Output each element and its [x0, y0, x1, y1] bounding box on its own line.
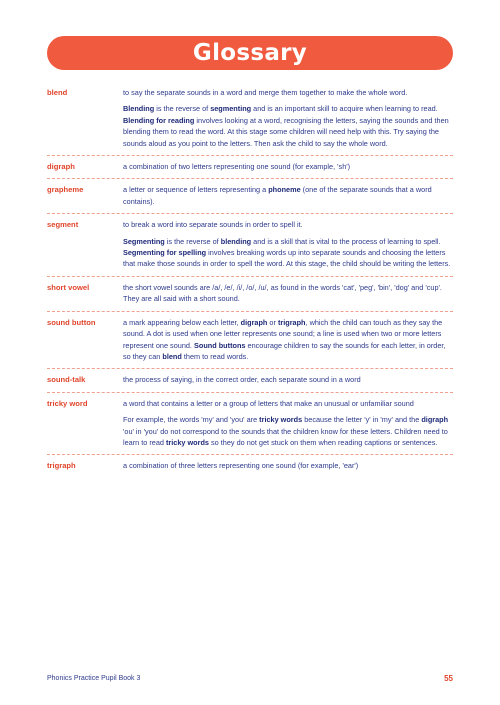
glossary-definition — [123, 460, 453, 471]
definition-text: because the letter 'y' in 'my' and the — [302, 415, 422, 425]
definition-text: (one of the separate sounds that a word contains). — [123, 185, 432, 206]
definition-paragraph — [123, 219, 453, 230]
definition-text: encourage children to say the sounds for each letter, in order, so they can — [123, 340, 446, 361]
glossary-term: grapheme — [47, 185, 84, 195]
glossary-entry — [47, 214, 453, 277]
definition-text: and is a skill that is vital to the process of learning to spell. — [251, 236, 441, 246]
definition-paragraph — [123, 161, 453, 172]
glossary-definition — [123, 317, 453, 363]
definition-paragraph — [123, 398, 453, 409]
definition-text: 'ou' in 'you' do not correspond to the sounds that the children know for these letters. Children need to learn to read — [123, 426, 448, 447]
glossary-entry — [47, 277, 453, 312]
glossary-definition — [123, 398, 453, 449]
bold-term: digraph — [240, 317, 268, 327]
glossary-entry — [47, 369, 453, 392]
definition-text: to break a word into separate sounds in order to spell it. — [123, 220, 303, 230]
glossary-entry — [47, 455, 453, 477]
glossary-definition — [123, 184, 453, 207]
glossary-definition — [123, 219, 453, 270]
glossary-term: trigraph — [47, 461, 76, 471]
definition-text: a word that contains a letter or a group of letters that make an unusual or unfamiliar sound — [123, 398, 414, 408]
glossary-term: digraph — [47, 162, 75, 172]
definition-text: is the reverse of — [154, 104, 211, 114]
glossary-term: sound button — [47, 317, 96, 327]
bold-term: blending — [220, 236, 252, 246]
definition-text: , which the child can touch as they say the sound. A dot is used when one letter represents one sound; a line is used when two or more letters represent one sound. — [123, 317, 443, 350]
definition-text: involves breaking words up into separate sounds and choosing the letters that make those sounds in order to spell the word. At this stage, the child should be writing the letters. — [123, 248, 451, 269]
definition-paragraph — [123, 103, 453, 149]
glossary-term: blend — [47, 88, 68, 97]
page-footer — [47, 674, 453, 683]
definition-paragraph — [123, 414, 453, 448]
bold-term: tricky words — [259, 415, 303, 425]
bold-term: Segmenting — [123, 236, 165, 246]
definition-paragraph — [123, 282, 453, 305]
definition-text: the process of saying, in the correct order, each separate sound in a word — [123, 375, 361, 385]
definition-paragraph — [123, 87, 453, 98]
definition-text: and is an important skill to acquire when learning to read. — [251, 104, 438, 114]
bold-term: tricky words — [166, 437, 209, 447]
glossary-definition — [123, 161, 453, 172]
definition-text: a combination of two letters representing one sound (for example, 'sh') — [123, 162, 351, 172]
glossary-entry — [47, 393, 453, 456]
bold-term: digraph — [421, 415, 449, 425]
bold-term: Blending — [123, 104, 155, 114]
glossary-entry — [47, 179, 453, 214]
definition-text: or — [267, 317, 278, 327]
glossary-definition — [123, 374, 453, 385]
bold-term: segmenting — [210, 104, 252, 114]
glossary-term: sound-talk — [47, 375, 86, 385]
definition-text: the short vowel sounds are /a/, /e/, /i/, /o/, /u/, as found in the words 'cat', 'peg', 'bin', 'dog' and 'cup'. They are all said with a short sound. — [123, 282, 442, 304]
definition-text: involves looking at a word, recognising the letters, saying the sounds and then blending them to read the word. At this stage some children will need help with this. Try saying the sounds aloud as you point to the letters. Then ask the child to say the whole word. — [123, 115, 449, 148]
glossary-list — [47, 82, 453, 478]
glossary-definition — [123, 87, 453, 149]
bold-term: Segmenting for spelling — [123, 248, 207, 258]
definition-paragraph — [123, 317, 453, 363]
glossary-entry — [47, 312, 453, 370]
definition-paragraph — [123, 460, 453, 471]
page-number: 55 — [444, 674, 453, 683]
bold-term: Blending for reading — [123, 115, 195, 125]
bold-term: phoneme — [268, 185, 301, 195]
glossary-term: short vowel — [47, 282, 90, 292]
glossary-term: tricky word — [47, 398, 88, 408]
definition-paragraph — [123, 236, 453, 270]
glossary-entry — [47, 156, 453, 179]
definition-text: to say the separate sounds in a word and merge them together to make the whole word. — [123, 88, 408, 97]
bold-term: trigraph — [277, 317, 306, 327]
definition-text: For example, the words 'my' and 'you' are — [123, 415, 260, 425]
title-banner — [47, 36, 453, 70]
definition-paragraph — [123, 374, 453, 385]
page-title: Glossary — [192, 40, 308, 66]
glossary-definition — [123, 282, 453, 305]
book-title: Phonics Practice Pupil Book 3 — [47, 675, 141, 682]
definition-text: a mark appearing below each letter, — [123, 317, 241, 327]
definition-text: them to read words. — [181, 351, 249, 361]
definition-text: a combination of three letters representing one sound (for example, 'ear') — [123, 461, 359, 471]
bold-term: blend — [162, 351, 182, 361]
glossary-entry — [47, 82, 453, 156]
definition-paragraph — [123, 184, 453, 207]
glossary-term: segment — [47, 220, 79, 230]
bold-term: Sound buttons — [194, 340, 246, 350]
definition-text: so they do not get stuck on them when reading captions or sentences. — [209, 437, 438, 447]
definition-text: is the reverse of — [164, 236, 221, 246]
definition-text: a letter or sequence of letters representing a — [123, 185, 269, 195]
